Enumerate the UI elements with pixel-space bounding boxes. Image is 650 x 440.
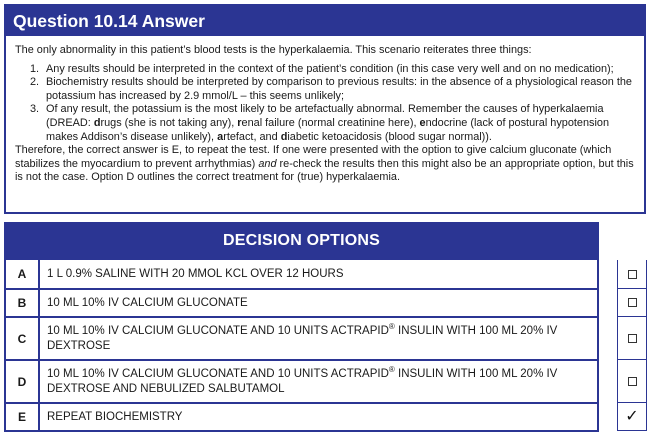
registered-mark: ® [388,364,395,374]
checkbox-cell-a[interactable] [618,260,646,288]
point-text-part: enal failure (normal creatinine here), [241,116,420,129]
answer-point-1 [15,63,635,77]
decision-options-table [4,260,599,432]
checkbox-cell-b[interactable] [618,288,646,316]
conclusion-part: re-check the results then this might also be an appropriate option, but this is not the case. Option D outlines the correct treatment for (true) hyperkalaemia. [15,157,634,184]
mnemonic-letter: a [217,130,224,143]
point-text-part: ndocrine (lack of postural hypotension makes Addison’s disease unlikely), [46,116,609,143]
checkbox-cell-c[interactable] [618,316,646,359]
option-text: 1 L 0.9% SALINE WITH 20 MMOL KCL OVER 12 HOURS [47,267,344,280]
conclusion-part: Therefore, the correct answer is E, to repeat the test. If one were presented with the option to give calcium gluconate (which stabilizes the myocardium to prevent arrhythmias) [15,144,612,170]
registered-mark: ® [388,321,395,331]
point-number: 1. [30,62,40,75]
option-text-part: INSULIN WITH 100 ML 20% IV DEXTROSE AND NEBULIZED SALBUTAMOL [47,367,558,395]
answer-points [15,63,635,145]
option-row-d[interactable] [6,359,597,402]
answer-point-3 [15,103,635,144]
answer-intro: The only abnormality in this patient’s blood tests is the hyperkalaemia. This scenario reiterates three things: [15,44,532,56]
option-text-part: 10 ML 10% IV CALCIUM GLUCONATE AND 10 UNITS ACTRAPID [47,324,389,337]
option-text: 10 ML 10% IV CALCIUM GLUCONATE [47,296,248,309]
point-text-part: Of any result, the potassium is the most likely to be artefactually abnormal. Remember the causes of hyperkalaemia (DREAD: [46,103,604,129]
answer-body [6,36,644,185]
point-text: Any results should be interpreted in the context of the patient’s condition (in this case very well and on no medication); [46,62,614,75]
mnemonic-letter: r [237,116,242,129]
option-row-a[interactable] [6,260,597,288]
checkbox-icon[interactable] [628,334,637,343]
option-row-c[interactable] [6,316,597,359]
option-letter: E [6,404,40,430]
answer-checkbox-column [617,260,647,431]
option-letter: D [6,361,40,402]
mnemonic-letter: d [280,130,288,143]
checkbox-cell-d[interactable] [618,359,646,402]
option-text [40,318,597,359]
checkbox-cell-e[interactable] [618,402,646,430]
option-text-part: INSULIN WITH 100 ML 20% IV DEXTROSE [47,324,558,352]
point-text-part: rtefact, and [223,130,281,143]
point-text-part: iabetic ketoacidosis (blood sugar normal)). [287,130,492,143]
answer-point-2 [15,76,635,103]
option-text-part: 10 ML 10% IV CALCIUM GLUCONATE AND 10 UNITS ACTRAPID [47,367,389,380]
option-letter: C [6,318,40,359]
answer-conclusion [15,144,635,185]
option-row-b[interactable] [6,288,597,316]
checkbox-icon[interactable] [628,270,637,279]
point-number: 3. [30,103,40,116]
mnemonic-letter: d [93,116,101,129]
option-letter: A [6,260,40,288]
answer-title: Question 10.14 Answer [6,6,644,36]
point-text [46,103,609,142]
option-text [40,361,597,402]
checkbox-icon[interactable] [628,298,637,307]
point-text: Biochemistry results should be interpreted by comparison to previous results: in the absence of a physiological reason the potassium has increased by 2.9 mmol/L – this seems unlikely; [46,76,632,102]
conclusion-emphasis: and [258,157,277,170]
answer-box [4,4,646,214]
checkmark-icon[interactable]: ✓ [625,407,639,425]
option-row-e[interactable] [6,402,597,430]
decision-options-header: DECISION OPTIONS [4,222,599,260]
mnemonic-letter: e [419,116,426,129]
checkbox-icon[interactable] [628,377,637,386]
option-text: REPEAT BIOCHEMISTRY [47,410,183,423]
option-letter: B [6,290,40,316]
point-number: 2. [30,76,40,89]
point-text-part: rugs (she is not taking any), [100,116,238,129]
